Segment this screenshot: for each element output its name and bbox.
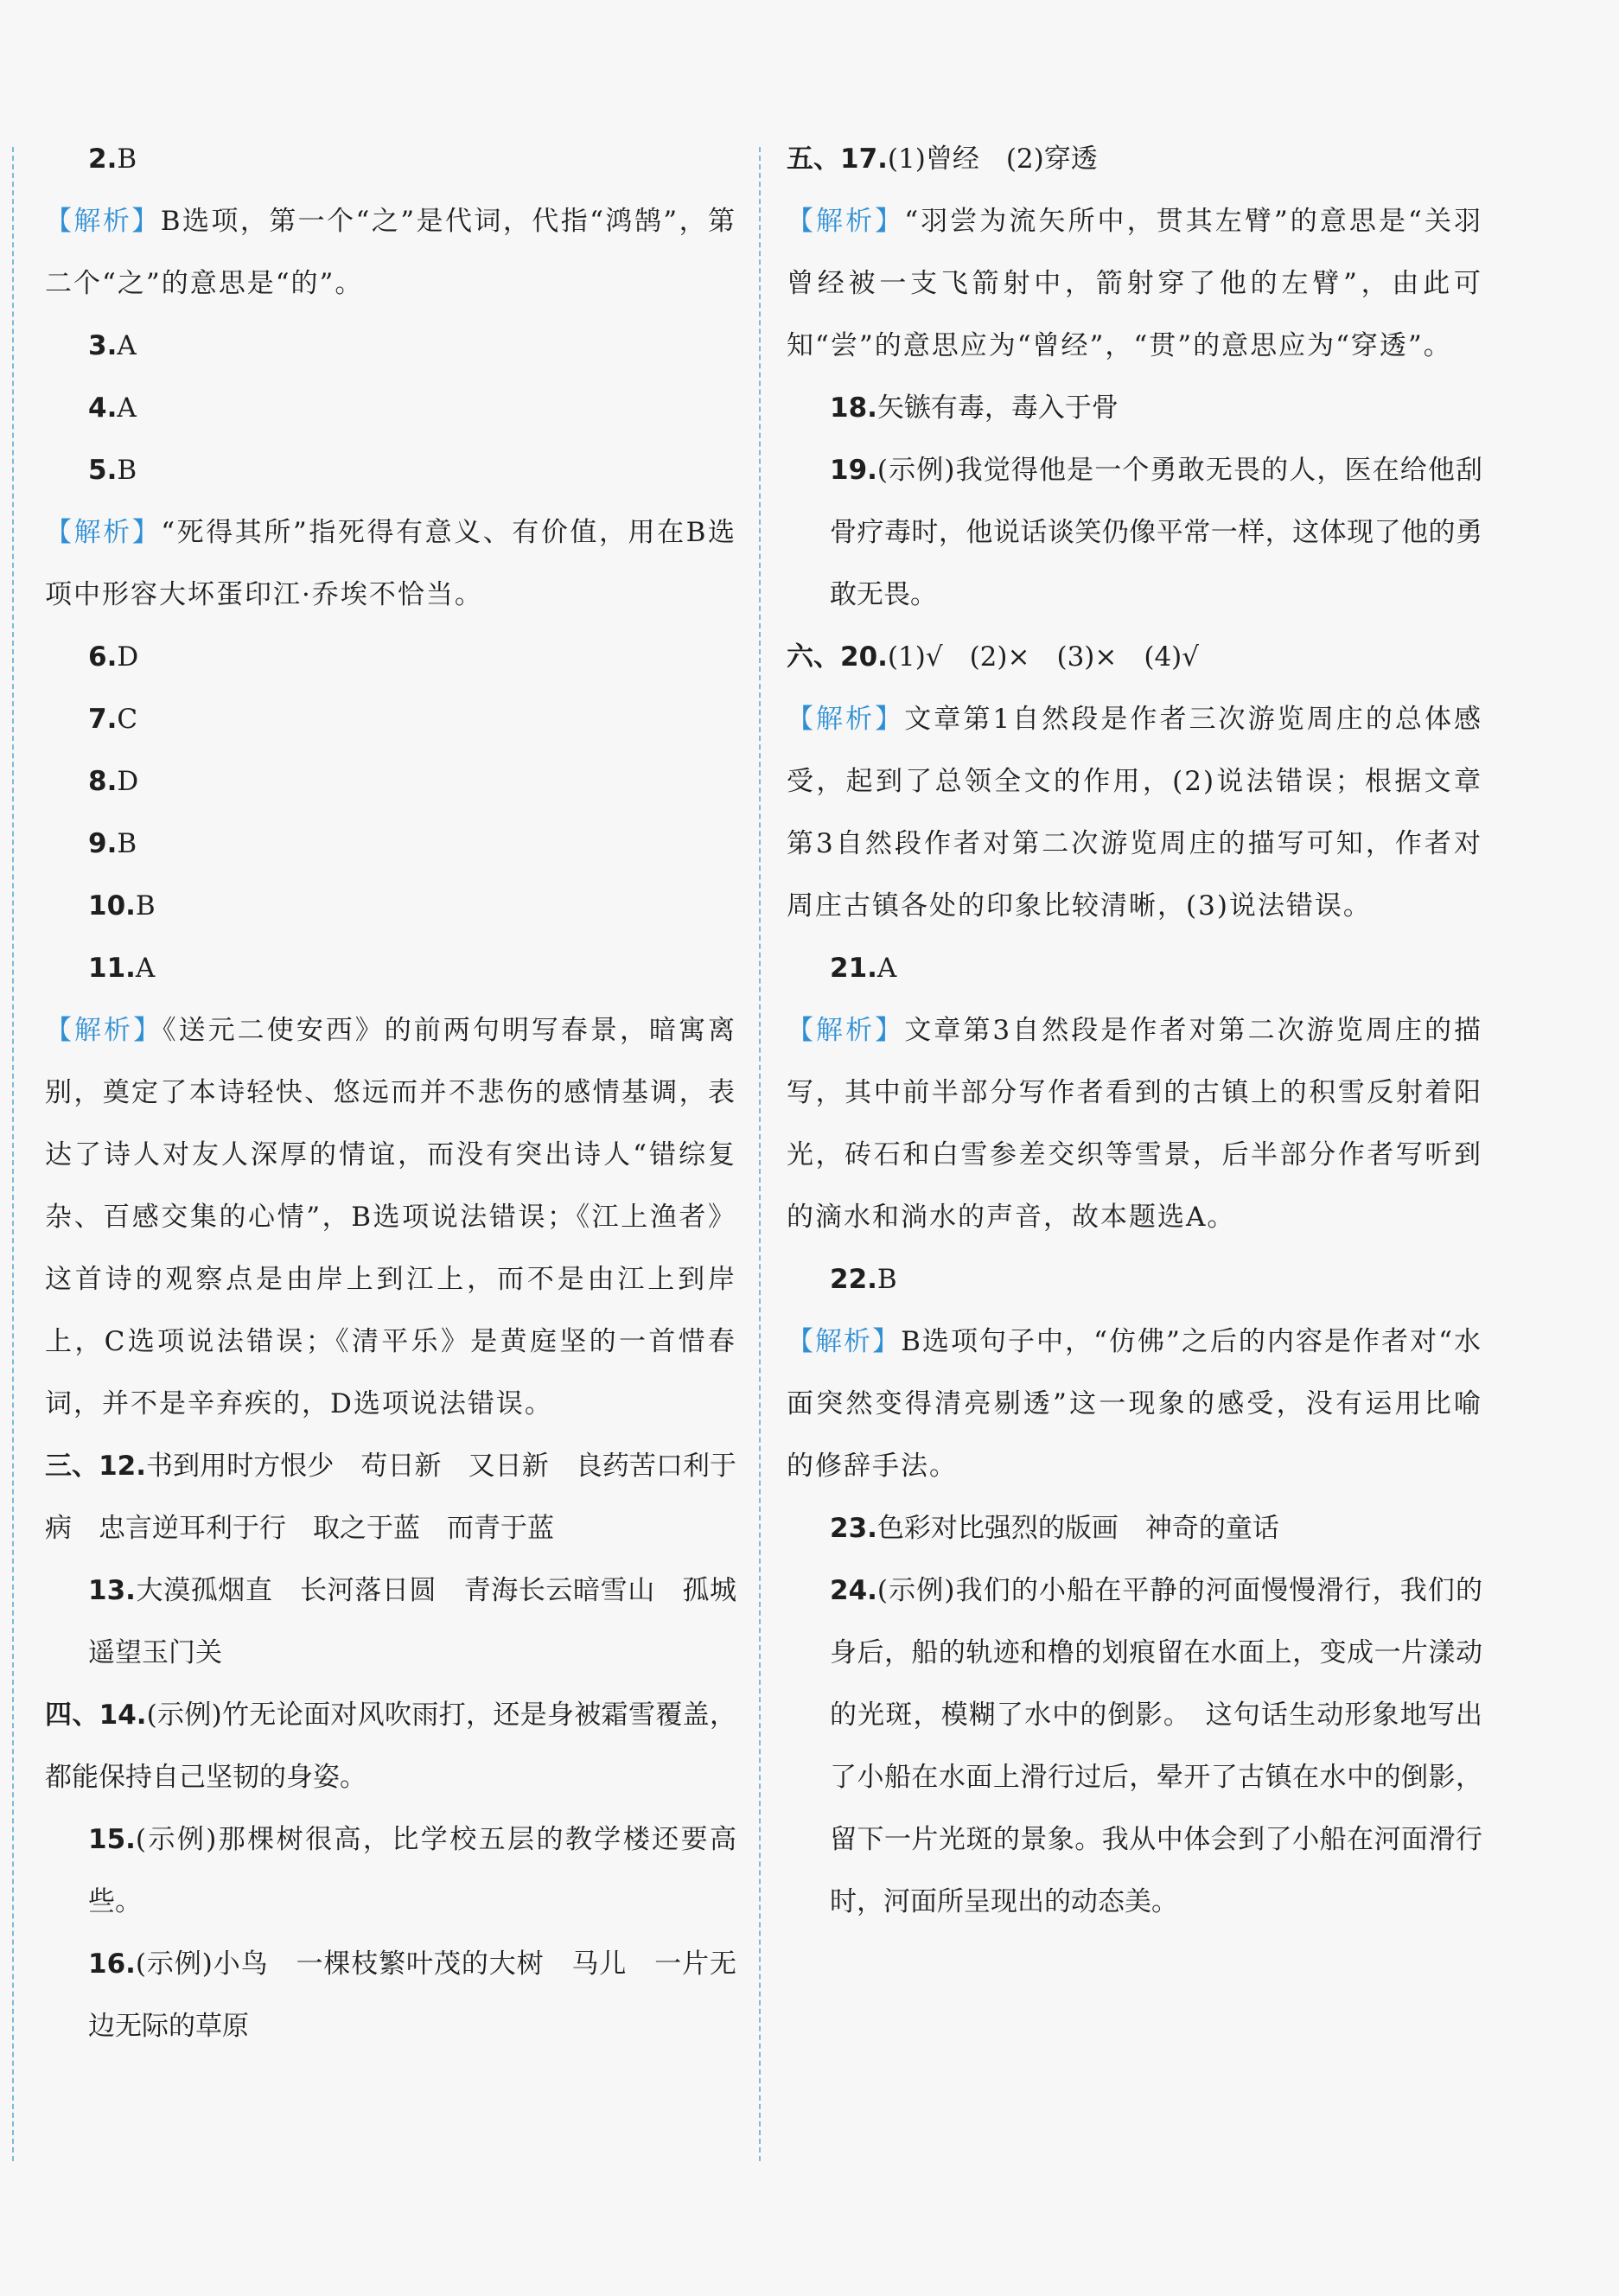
question-number: 18. bbox=[830, 392, 877, 424]
analysis-text: “死得其所”指死得有意义、有价值，用在B选项中形容大坏蛋印江·乔埃不恰当。 bbox=[45, 517, 737, 610]
answer-text: D bbox=[117, 766, 139, 797]
analysis-text: B选项句子中，“仿佛”之后的内容是作者对“水面突然变得清亮剔透”这一现象的感受，没有运用比喻的修辞手法。 bbox=[787, 1326, 1482, 1482]
answer-item bbox=[45, 750, 736, 813]
answer-item bbox=[45, 439, 736, 501]
answer-text: (示例)那棵树很高，比学校五层的教学楼还要高些。 bbox=[88, 1824, 736, 1917]
analysis-paragraph bbox=[45, 999, 736, 1435]
answer-text: A bbox=[876, 953, 897, 984]
analysis-paragraph bbox=[787, 688, 1482, 937]
question-number: 五、17. bbox=[787, 144, 888, 175]
question-number: 6. bbox=[88, 641, 118, 673]
question-number: 11. bbox=[88, 953, 136, 984]
answer-item bbox=[787, 1497, 1482, 1559]
answer-text: (示例)我觉得他是一个勇敢无畏的人，医在给他刮骨疗毒时，他说话谈笑仍像平常一样，这体现了他的勇敢无畏。 bbox=[830, 455, 1482, 610]
answer-item bbox=[787, 1248, 1482, 1311]
question-number: 16. bbox=[88, 1948, 136, 1980]
answer-item bbox=[45, 875, 736, 937]
answer-item bbox=[45, 626, 736, 688]
analysis-tag: 【解析】 bbox=[787, 206, 905, 237]
analysis-text: B选项，第一个“之”是代词，代指“鸿鹄”，第二个“之”的意思是“的”。 bbox=[45, 206, 737, 299]
answer-text: A bbox=[117, 392, 137, 424]
answer-text: B bbox=[117, 455, 137, 486]
question-number: 六、20. bbox=[787, 641, 888, 673]
column-divider bbox=[759, 147, 761, 2161]
analysis-tag: 【解析】 bbox=[787, 1015, 905, 1046]
answer-item bbox=[45, 1684, 736, 1808]
answer-item bbox=[45, 128, 736, 190]
answer-item bbox=[45, 1435, 736, 1559]
answer-text: B bbox=[876, 1264, 897, 1295]
answer-text: D bbox=[117, 641, 139, 673]
question-number: 7. bbox=[88, 704, 118, 735]
answer-item bbox=[45, 813, 736, 875]
question-number: 24. bbox=[830, 1575, 877, 1606]
answer-text: B bbox=[135, 890, 156, 922]
answer-text: (1)√ (2)× (3)× (4)√ bbox=[887, 641, 1200, 673]
answer-item bbox=[45, 937, 736, 999]
question-number: 21. bbox=[830, 953, 877, 984]
question-number: 10. bbox=[88, 890, 136, 922]
analysis-paragraph bbox=[787, 999, 1482, 1248]
answer-item bbox=[45, 688, 736, 750]
analysis-paragraph bbox=[787, 1311, 1482, 1497]
answer-text: (示例)小鸟 一棵枝繁叶茂的大树 马儿 一片无边无际的草原 bbox=[88, 1948, 736, 2042]
question-number: 22. bbox=[830, 1264, 877, 1295]
answer-item bbox=[45, 1808, 736, 1933]
question-number: 23. bbox=[830, 1513, 877, 1544]
left-answer-column bbox=[45, 128, 736, 2057]
question-number: 19. bbox=[830, 455, 877, 486]
answer-item bbox=[787, 439, 1482, 626]
answer-text: 书到用时方恨少 苟日新 又日新 良药苦口利于病 忠言逆耳利于行 取之于蓝 而青于蓝 bbox=[45, 1451, 737, 1544]
analysis-tag: 【解析】 bbox=[787, 704, 905, 735]
answer-item bbox=[45, 1559, 736, 1684]
answer-text: (示例)竹无论面对风吹雨打，还是身被霜雪覆盖，都能保持自己坚韧的身姿。 bbox=[45, 1700, 736, 1793]
answer-text: (1)曾经 (2)穿透 bbox=[887, 144, 1098, 175]
question-number: 4. bbox=[88, 392, 118, 424]
answer-text: A bbox=[117, 330, 137, 361]
answer-item bbox=[787, 626, 1482, 688]
answer-item bbox=[787, 128, 1482, 190]
answer-text: (示例)我们的小船在平静的河面慢慢滑行，我们的身后，船的轨迹和橹的划痕留在水面上，变成一片漾动的光斑，模糊了水中的倒影。 这句话生动形象地写出了小船在水面上滑行过后，晕开了古镇在水中的倒影，留下一片光斑的景象。我从中体会到了小船在河面滑行时，河面所呈现出的动态美。 bbox=[830, 1575, 1482, 1917]
answer-text: 色彩对比强烈的版画 神奇的童话 bbox=[876, 1513, 1279, 1544]
question-number: 5. bbox=[88, 455, 118, 486]
question-number: 三、12. bbox=[45, 1451, 147, 1482]
question-number: 四、14. bbox=[45, 1700, 147, 1731]
answer-item bbox=[45, 377, 736, 439]
answer-text: A bbox=[135, 953, 156, 984]
answer-text: 大漠孤烟直 长河落日圆 青海长云暗雪山 孤城遥望玉门关 bbox=[88, 1575, 736, 1668]
analysis-text: “羽尝为流矢所中，贯其左臂”的意思是“关羽曾经被一支飞箭射中，箭射穿了他的左臂”，由此可知“尝”的意思应为“曾经”，“贯”的意思应为“穿透”。 bbox=[787, 206, 1483, 361]
question-number: 9. bbox=[88, 828, 118, 859]
answer-text: C bbox=[117, 704, 138, 735]
analysis-paragraph bbox=[45, 190, 736, 315]
analysis-paragraph bbox=[787, 190, 1482, 377]
answer-item bbox=[787, 377, 1482, 439]
answer-item bbox=[787, 937, 1482, 999]
question-number: 8. bbox=[88, 766, 118, 797]
question-number: 15. bbox=[88, 1824, 136, 1855]
analysis-text: 文章第1自然段是作者三次游览周庄的总体感受，起到了总领全文的作用，(2)说法错误；根据文章第3自然段作者对第二次游览周庄的描写可知，作者对周庄古镇各处的印象比较清晰，(3)说法错误。 bbox=[787, 704, 1483, 922]
answer-text: 矢镞有毒，毒入于骨 bbox=[876, 392, 1119, 424]
analysis-tag: 【解析】 bbox=[45, 517, 162, 548]
question-number: 2. bbox=[88, 144, 118, 175]
analysis-tag: 【解析】 bbox=[787, 1326, 902, 1357]
analysis-text: 《送元二使安西》的前两句明写春景，暗寓离别，奠定了本诗轻快、悠远而并不悲伤的感情基调，表达了诗人对友人深厚的情谊，而没有突出诗人“错综复杂、百感交集的心情”，B选项说法错误；《江上渔者》这首诗的观察点是由岸上到江上，而不是由江上到岸上，C选项说法错误；《清平乐》是黄庭坚的一首惜春词，并不是辛弃疾的，D选项说法错误。 bbox=[45, 1015, 737, 1419]
analysis-text: 文章第3自然段是作者对第二次游览周庄的描写，其中前半部分写作者看到的古镇上的积雪反射着阳光，砖石和白雪参差交织等雪景，后半部分作者写听到的滴水和淌水的声音，故本题选A。 bbox=[787, 1015, 1483, 1233]
question-number: 3. bbox=[88, 330, 118, 361]
answer-text: B bbox=[117, 144, 137, 175]
answer-item bbox=[45, 315, 736, 377]
analysis-paragraph bbox=[45, 501, 736, 626]
question-number: 13. bbox=[88, 1575, 136, 1606]
analysis-tag: 【解析】 bbox=[45, 1015, 163, 1046]
left-margin-guide bbox=[12, 147, 14, 2161]
answer-item bbox=[787, 1559, 1482, 1933]
answer-item bbox=[45, 1933, 736, 2057]
right-answer-column bbox=[787, 128, 1482, 1933]
analysis-tag: 【解析】 bbox=[45, 206, 161, 237]
answer-text: B bbox=[117, 828, 137, 859]
